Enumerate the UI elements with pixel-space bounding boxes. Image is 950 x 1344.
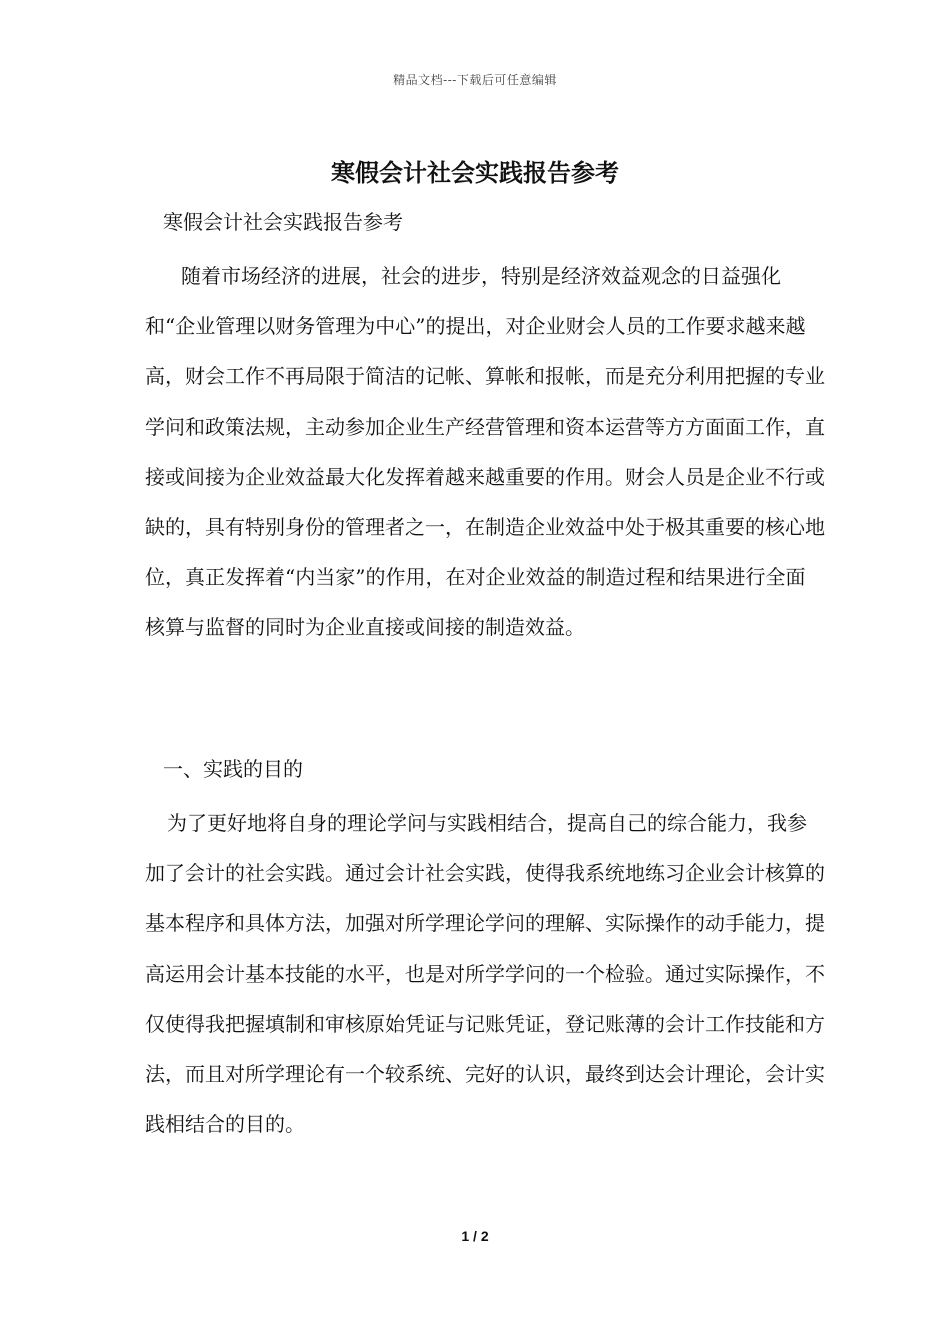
document-title: 寒假会计社会实践报告参考 — [331, 158, 619, 187]
page-header: 精品文档---下载后可任意编辑 — [393, 73, 557, 87]
section-heading-purpose: 一、实践的目的 — [163, 757, 303, 781]
page-number: 1 / 2 — [461, 1228, 489, 1244]
document-subtitle: 寒假会计社会实践报告参考 — [163, 210, 403, 234]
section-paragraph-purpose: 为了更好地将自身的理论学问与实践相结合，提高自己的综合能力，我参加了会计的社会实践。通过会计社会实践，使得我系统地练习企业会计核算的基本程序和具体方法，加强对所学理论学问的理解、实际操作的动手能力，提高运用会计基本技能的水平，也是对所学学问的一个检验。通过实际操作，不仅使得我把握填制和审核原始凭证与记账凭证，登记账薄的会计工作技能和方法，而且对所学理论有一个较系统、完好的认识，最终到达会计理论，会计实践相结合的目的。 — [145, 811, 825, 1137]
intro-paragraph: 随着市场经济的进展，社会的进步，特别是经济效益观念的日益强化和“企业管理以财务管理为中心”的提出，对企业财会人员的工作要求越来越高，财会工作不再局限于简洁的记帐、算帐和报帐，而是充分利用把握的专业学问和政策法规，主动参加企业生产经营管理和资本运营等方方面面工作，直接或间接为企业效益最大化发挥着越来越重要的作用。财会人员是企业不行或缺的，具有特别身份的管理者之一，在制造企业效益中处于极其重要的核心地位，真正发挥着“内当家”的作用，在对企业效益的制造过程和结果进行全面核算与监督的同时为企业直接或间接的制造效益。 — [145, 264, 825, 640]
